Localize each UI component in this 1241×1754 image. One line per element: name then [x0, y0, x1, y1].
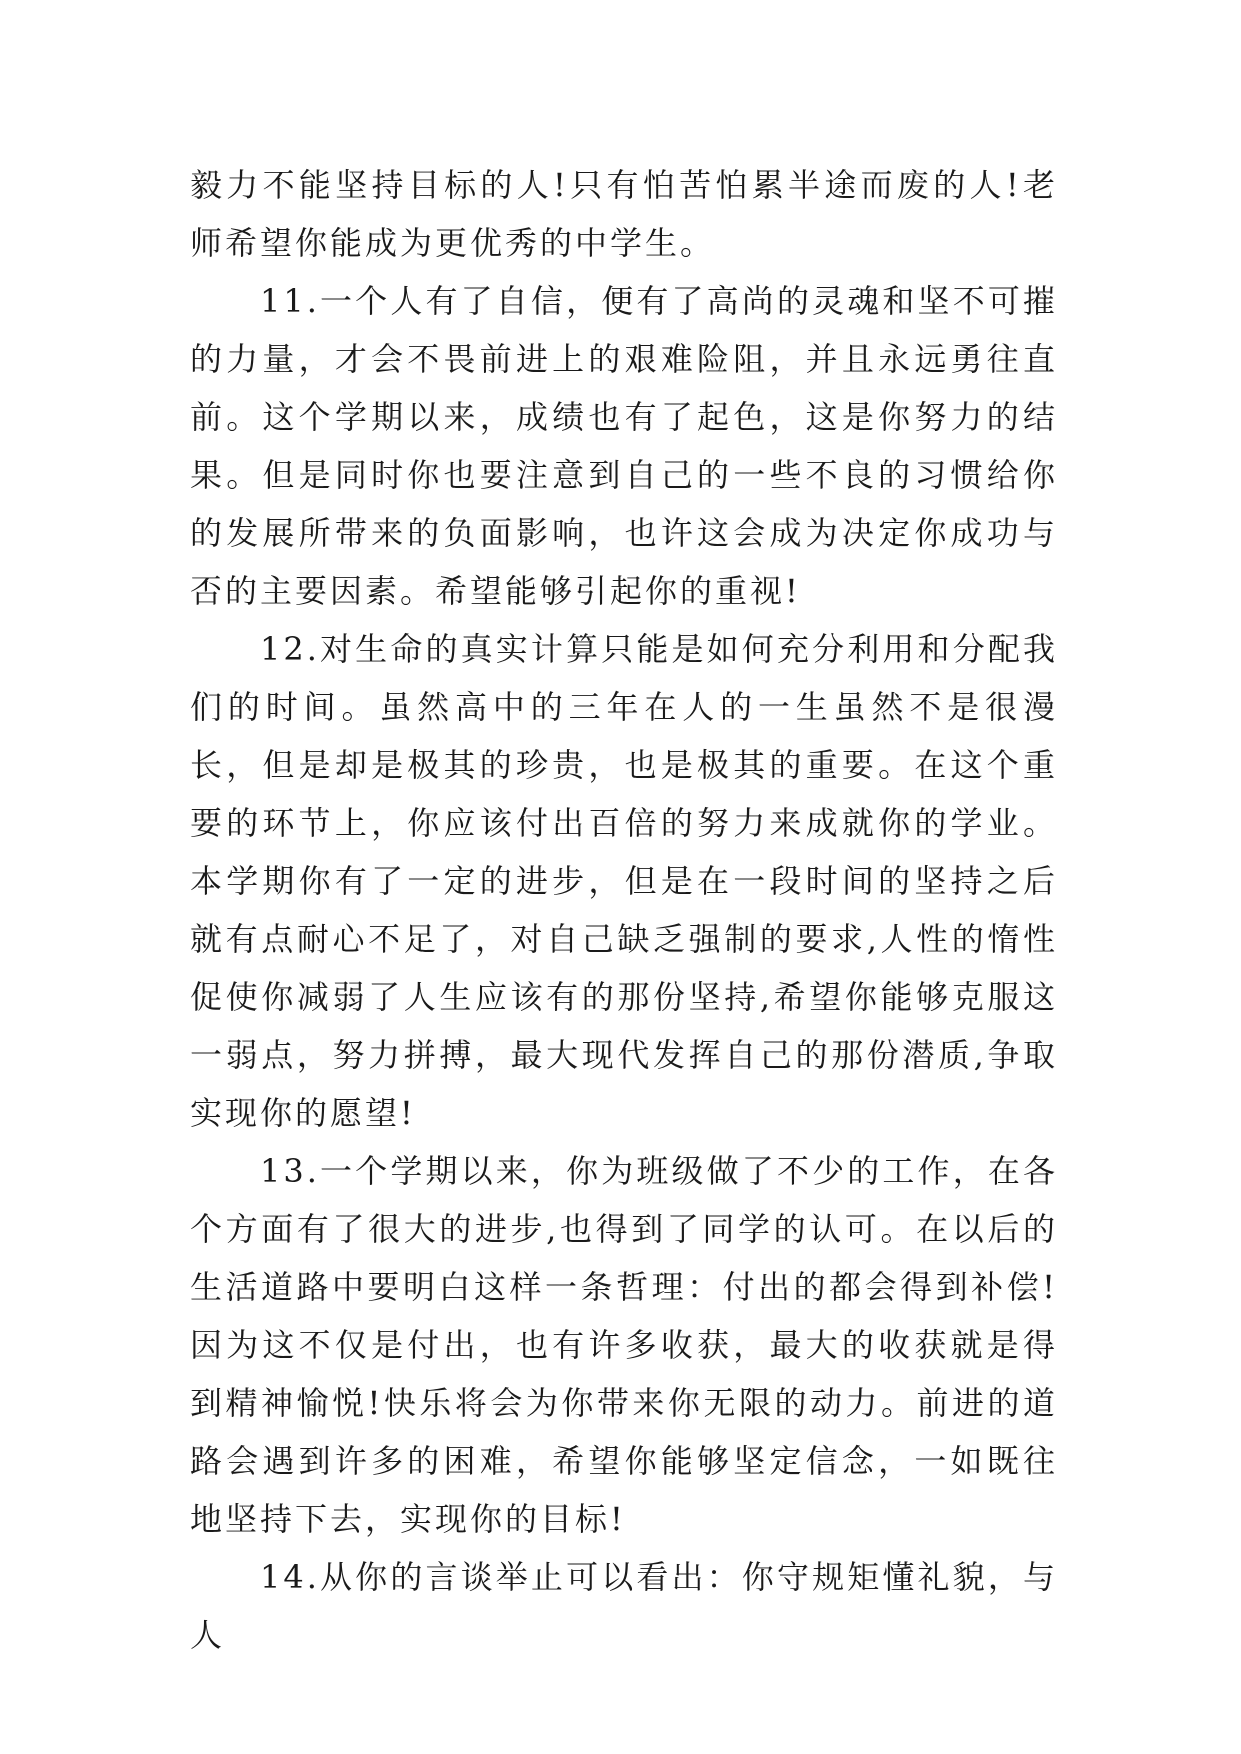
paragraph-item-12: 12.对生命的真实计算只能是如何充分利用和分配我们的时间。虽然高中的三年在人的一生虽然不是很漫长，但是却是极其的珍贵，也是极其的重要。在这个重要的环节上，你应该付出百倍的努力来成就你的学业。本学期你有了一定的进步，但是在一段时间的坚持之后就有点耐心不足了，对自己缺乏强制的要求,人性的惰性促使你减弱了人生应该有的那份坚持,希望你能够克服这一弱点，努力拼搏，最大现代发挥自己的那份潜质,争取实现你的愿望! — [190, 630, 1058, 1132]
paragraph-item-11: 11.一个人有了自信，便有了高尚的灵魂和坚不可摧的力量，才会不畏前进上的艰难险阻，并且永远勇往直前。这个学期以来，成绩也有了起色，这是你努力的结果。但是同时你也要注意到自己的一些不良的习惯给你的发展所带来的负面影响，也许这会成为决定你成功与否的主要因素。希望能够引起你的重视! — [190, 282, 1058, 610]
paragraph-continuation: 毅力不能坚持目标的人!只有怕苦怕累半途而废的人!老师希望你能成为更优秀的中学生。 — [190, 166, 1058, 262]
paragraph-item-14: 14.从你的言谈举止可以看出：你守规矩懂礼貌，与人 — [190, 1558, 1058, 1654]
document-body — [190, 156, 1058, 1664]
paragraph-item-13: 13.一个学期以来，你为班级做了不少的工作，在各个方面有了很大的进步,也得到了同学的认可。在以后的生活道路中要明白这样一条哲理：付出的都会得到补偿!因为这不仅是付出，也有许多收获，最大的收获就是得到精神愉悦!快乐将会为你带来你无限的动力。前进的道路会遇到许多的困难，希望你能够坚定信念，一如既往地坚持下去，实现你的目标! — [190, 1152, 1058, 1538]
